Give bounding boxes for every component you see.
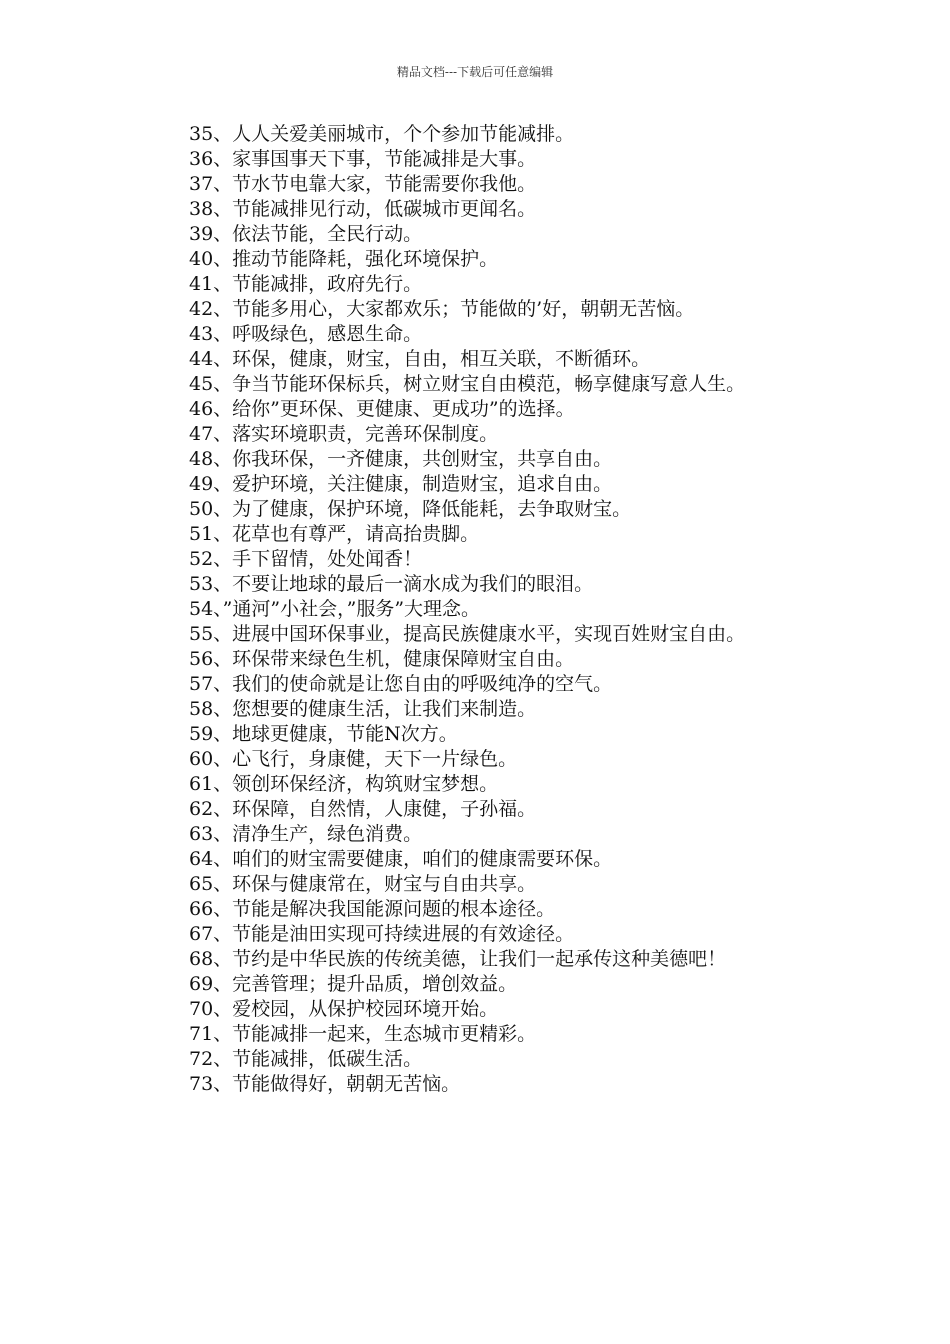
list-item: 64、咱们的财宝需要健康，咱们的健康需要环保。: [189, 848, 613, 870]
list-item: 36、家事国事天下事，节能减排是大事。: [189, 148, 537, 170]
list-item: 73、节能做得好，朝朝无苦恼。: [189, 1073, 461, 1095]
list-item: 70、爱校园，从保护校园环境开始。: [189, 998, 499, 1020]
list-item: 69、完善管理；提升品质，增创效益。: [189, 973, 518, 995]
list-item: 65、环保与健康常在，财宝与自由共享。: [189, 873, 537, 895]
page-header: 精品文档---下载后可任意编辑: [396, 65, 554, 79]
list-item: 38、节能减排见行动，低碳城市更闻名。: [189, 198, 537, 220]
list-item: 44、环保，健康，财宝，自由，相互关联，不断循环。: [189, 348, 651, 370]
list-item: 68、节约是中华民族的传统美德，让我们一起承传这种美德吧！: [189, 948, 727, 970]
list-item: 40、推动节能降耗，强化环境保护。: [189, 248, 499, 270]
list-item: 35、人人关爱美丽城市，个个参加节能减排。: [189, 123, 575, 145]
list-item: 58、您想要的健康生活，让我们来制造。: [189, 698, 537, 720]
list-item: 42、节能多用心，大家都欢乐；节能做的’好，朝朝无苦恼。: [189, 298, 695, 320]
list-item: 41、节能减排，政府先行。: [189, 273, 423, 295]
list-item: 67、节能是油田实现可持续进展的有效途径。: [189, 923, 575, 945]
list-item: 61、领创环保经济，构筑财宝梦想。: [189, 773, 499, 795]
list-item: 45、争当节能环保标兵，树立财宝自由模范，畅享健康写意人生。: [189, 373, 746, 395]
list-item: 54、”通河”小社会，”服务”大理念。: [189, 598, 481, 620]
list-item: 46、给你”更环保、更健康、更成功”的选择。: [189, 398, 575, 420]
list-item: 63、清净生产，绿色消费。: [189, 823, 423, 845]
list-item: 48、你我环保，一齐健康，共创财宝，共享自由。: [189, 448, 613, 470]
list-item: 49、爱护环境，关注健康，制造财宝，追求自由。: [189, 473, 613, 495]
list-item: 50、为了健康，保护环境，降低能耗，去争取财宝。: [189, 498, 632, 520]
list-item: 71、节能减排一起来，生态城市更精彩。: [189, 1023, 537, 1045]
list-item: 43、呼吸绿色，感恩生命。: [189, 323, 423, 345]
list-item: 66、节能是解决我国能源问题的根本途径。: [189, 898, 556, 920]
list-item: 39、依法节能，全民行动。: [189, 223, 423, 245]
list-item: 56、环保带来绿色生机，健康保障财宝自由。: [189, 648, 575, 670]
slogan-list: [145, 122, 815, 1097]
list-item: 57、我们的使命就是让您自由的呼吸纯净的空气。: [189, 673, 613, 695]
list-item: 60、心飞行，身康健，天下一片绿色。: [189, 748, 518, 770]
list-item: 62、环保障，自然情，人康健，子孙福。: [189, 798, 537, 820]
list-item: 51、花草也有尊严，请高抬贵脚。: [189, 523, 480, 545]
list-item: 37、节水节电靠大家，节能需要你我他。: [189, 173, 537, 195]
list-item: 52、手下留情，处处闻香！: [189, 548, 423, 570]
list-item: 72、节能减排，低碳生活。: [189, 1048, 423, 1070]
list-item: 59、地球更健康，节能N次方。: [189, 723, 458, 745]
list-item: 53、不要让地球的最后一滴水成为我们的眼泪。: [189, 573, 594, 595]
list-item: 55、进展中国环保事业，提高民族健康水平，实现百姓财宝自由。: [189, 623, 746, 645]
list-item: 47、落实环境职责，完善环保制度。: [189, 423, 499, 445]
